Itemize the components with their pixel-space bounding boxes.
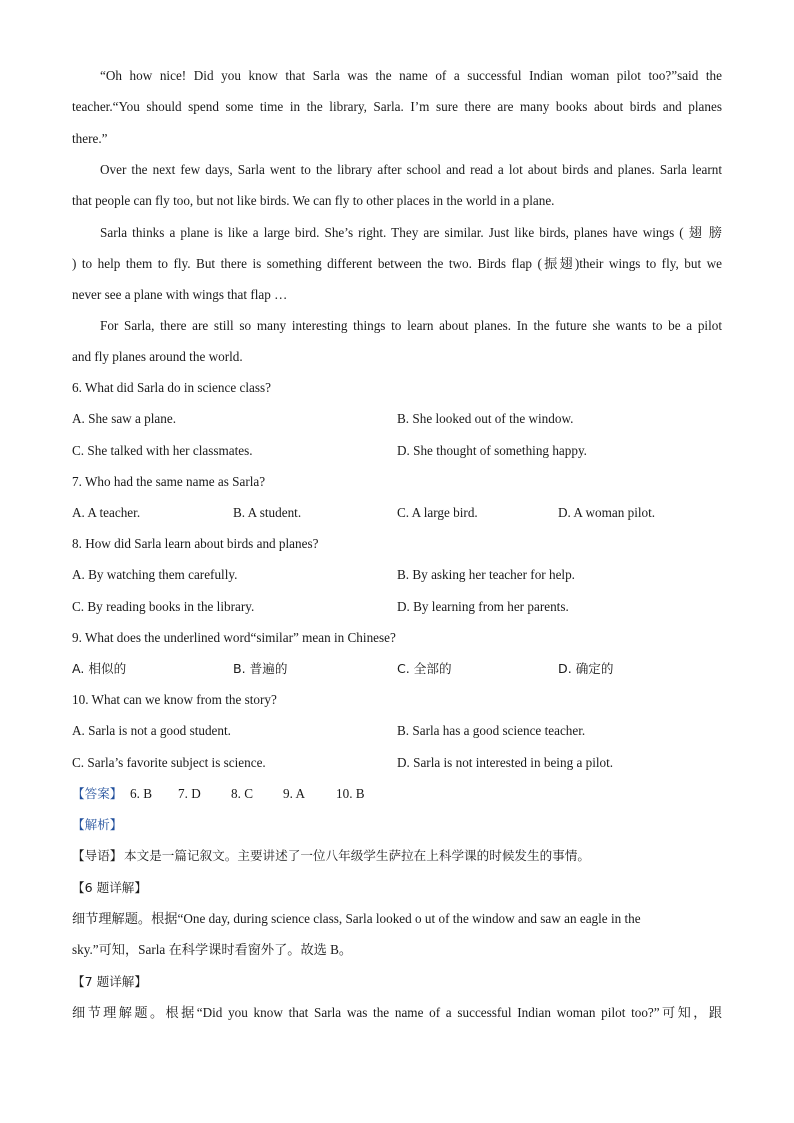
option-b: B. 普遍的 xyxy=(233,661,288,676)
analysis-label: 【解析】 xyxy=(72,817,123,832)
option-a: A. A teacher. xyxy=(72,505,141,520)
option-b: B. A student. xyxy=(233,505,302,520)
question-stem: 8. How did Sarla learn about birds and planes? xyxy=(72,536,319,551)
option-c: C. She talked with her classmates. xyxy=(72,443,253,458)
option-a: A. 相似的 xyxy=(72,661,127,676)
option-d: D. Sarla is not interested in being a pilot. xyxy=(397,755,614,770)
option-b: B. By asking her teacher for help. xyxy=(397,567,575,582)
passage-text: that people can fly too, but not like birds. We can fly to other places in the world in a plane. xyxy=(72,193,555,208)
option-a: A. Sarla is not a good student. xyxy=(72,723,231,738)
q6-analysis-label: 【6 题详解】 xyxy=(72,880,147,895)
answer-label: 【答案】 xyxy=(72,786,123,801)
question-stem: 6. What did Sarla do in science class? xyxy=(72,380,271,395)
q7-analysis-text: 细节理解题。根据“Did you know that Sarla was the name of a successful Indian woman pilot too?”可知，跟 xyxy=(72,1005,722,1020)
answer-item: 8. C xyxy=(231,786,253,801)
passage-text: For Sarla, there are still so many interesting things to learn about planes. In the future she wants to be a pilot xyxy=(100,318,722,333)
option-b: B. She looked out of the window. xyxy=(397,411,574,426)
answer-item: 6. B xyxy=(130,786,152,801)
question-stem: 10. What can we know from the story? xyxy=(72,692,277,707)
option-c: C. A large bird. xyxy=(397,505,478,520)
option-d: D. 确定的 xyxy=(558,661,614,676)
passage-text: Over the next few days, Sarla went to the library after school and read a lot about birds and planes. Sarla learnt xyxy=(100,162,722,177)
q6-analysis-text: sky.”可知，Sarla 在科学课时看窗外了。故选 B。 xyxy=(72,942,353,957)
passage-text: teacher.“You should spend some time in the library, Sarla. I’m sure there are many books about birds and planes xyxy=(72,99,722,114)
q6-analysis-text: 细节理解题。根据“One day, during science class, Sarla looked o ut of the window and saw an eagle in the xyxy=(72,911,641,926)
option-c: C. By reading books in the library. xyxy=(72,599,255,614)
passage-text: “Oh how nice! Did you know that Sarla was the name of a successful Indian woman pilot too?”said the xyxy=(100,68,722,83)
intro-label: 【导语】 xyxy=(72,848,123,863)
passage-text: Sarla thinks a plane is like a large bird. She’s right. They are similar. Just like birds, planes have wings ( 翅 膀 xyxy=(100,225,722,240)
option-c: C. 全部的 xyxy=(397,661,452,676)
option-a: A. She saw a plane. xyxy=(72,411,177,426)
passage-text: ) to help them to fly. But there is something different between the two. Birds flap (振翅)their wings to fly, but we xyxy=(72,256,722,271)
intro-text: 本文是一篇记叙文。主要讲述了一位八年级学生萨拉在上科学课的时候发生的事情。 xyxy=(124,848,590,863)
question-stem: 7. Who had the same name as Sarla? xyxy=(72,474,266,489)
option-d: D. She thought of something happy. xyxy=(397,443,587,458)
answer-item: 7. D xyxy=(178,786,201,801)
passage-text: and fly planes around the world. xyxy=(72,349,243,364)
q7-analysis-label: 【7 题详解】 xyxy=(72,974,147,989)
option-a: A. By watching them carefully. xyxy=(72,567,238,582)
passage-text: never see a plane with wings that flap … xyxy=(72,287,288,302)
answer-item: 9. A xyxy=(283,786,305,801)
option-d: D. A woman pilot. xyxy=(558,505,656,520)
option-b: B. Sarla has a good science teacher. xyxy=(397,723,586,738)
question-stem: 9. What does the underlined word“similar” mean in Chinese? xyxy=(72,630,396,645)
answer-item: 10. B xyxy=(336,786,365,801)
option-d: D. By learning from her parents. xyxy=(397,599,569,614)
passage-text: there.” xyxy=(72,131,108,146)
option-c: C. Sarla’s favorite subject is science. xyxy=(72,755,266,770)
